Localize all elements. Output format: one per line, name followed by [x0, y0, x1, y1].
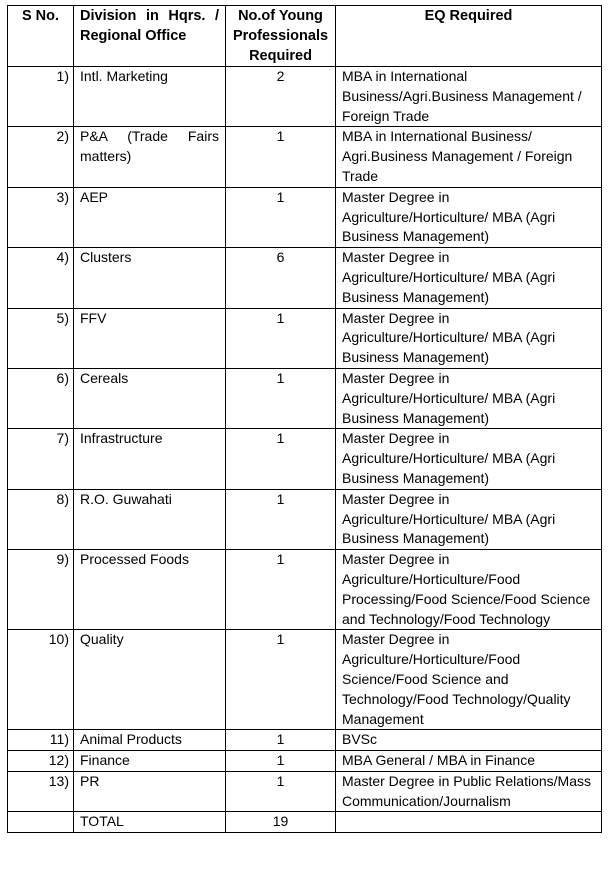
table-row	[8, 730, 602, 751]
row-division: FFV	[74, 308, 226, 368]
row-eq-required: Master Degree in Agriculture/Horticulture/Food Science/Food Science and Technology/Food Technology/Quality Management	[336, 630, 602, 730]
header-division: Division in Hqrs. / Regional Office	[74, 6, 226, 67]
row-division: Finance	[74, 751, 226, 772]
row-num-professionals: 1	[226, 751, 336, 772]
total-sno-cell	[8, 812, 74, 833]
table-row	[8, 308, 602, 368]
row-eq-required: MBA in International Business/ Agri.Business Management / Foreign Trade	[336, 127, 602, 187]
requirements-table	[7, 5, 602, 833]
header-row	[8, 6, 602, 67]
total-label: TOTAL	[74, 812, 226, 833]
row-division: P&A (Trade Fairs matters)	[74, 127, 226, 187]
row-division: R.O. Guwahati	[74, 489, 226, 549]
row-sno: 1)	[8, 67, 74, 127]
row-num-professionals: 1	[226, 187, 336, 247]
row-eq-required: Master Degree in Agriculture/Horticulture/ MBA (Agri Business Management)	[336, 429, 602, 489]
row-sno: 9)	[8, 550, 74, 630]
row-sno: 3)	[8, 187, 74, 247]
row-num-professionals: 1	[226, 730, 336, 751]
table-row	[8, 187, 602, 247]
row-sno: 2)	[8, 127, 74, 187]
header-eq-required: EQ Required	[336, 6, 602, 67]
row-num-professionals: 1	[226, 630, 336, 730]
row-sno: 12)	[8, 751, 74, 772]
table-row	[8, 368, 602, 428]
table-row	[8, 550, 602, 630]
row-eq-required: Master Degree in Agriculture/Horticulture/ MBA (Agri Business Management)	[336, 308, 602, 368]
row-num-professionals: 1	[226, 489, 336, 549]
total-eq-cell	[336, 812, 602, 833]
row-division: Quality	[74, 630, 226, 730]
table-row	[8, 489, 602, 549]
table-row	[8, 630, 602, 730]
row-sno: 8)	[8, 489, 74, 549]
row-sno: 5)	[8, 308, 74, 368]
row-division: Clusters	[74, 248, 226, 308]
row-eq-required: Master Degree in Agriculture/Horticulture/ MBA (Agri Business Management)	[336, 489, 602, 549]
row-division: Processed Foods	[74, 550, 226, 630]
row-eq-required: Master Degree in Public Relations/Mass Communication/Journalism	[336, 771, 602, 812]
row-eq-required: BVSc	[336, 730, 602, 751]
total-row	[8, 812, 602, 833]
row-eq-required: Master Degree in Agriculture/Horticulture/Food Processing/Food Science/Food Science and Technology/Food Technology	[336, 550, 602, 630]
row-division: Intl. Marketing	[74, 67, 226, 127]
row-division: AEP	[74, 187, 226, 247]
row-num-professionals: 1	[226, 308, 336, 368]
row-num-professionals: 6	[226, 248, 336, 308]
row-division: Cereals	[74, 368, 226, 428]
row-sno: 10)	[8, 630, 74, 730]
row-eq-required: Master Degree in Agriculture/Horticulture/ MBA (Agri Business Management)	[336, 368, 602, 428]
row-num-professionals: 1	[226, 429, 336, 489]
table-row	[8, 429, 602, 489]
table-row	[8, 127, 602, 187]
row-eq-required: Master Degree in Agriculture/Horticulture/ MBA (Agri Business Management)	[336, 187, 602, 247]
row-eq-required: MBA General / MBA in Finance	[336, 751, 602, 772]
row-sno: 6)	[8, 368, 74, 428]
row-eq-required: MBA in International Business/Agri.Business Management / Foreign Trade	[336, 67, 602, 127]
table-row	[8, 771, 602, 812]
total-value: 19	[226, 812, 336, 833]
header-num-professionals: No.of Young Professionals Required	[226, 6, 336, 67]
row-num-professionals: 2	[226, 67, 336, 127]
row-sno: 13)	[8, 771, 74, 812]
table-row	[8, 751, 602, 772]
row-sno: 4)	[8, 248, 74, 308]
row-num-professionals: 1	[226, 368, 336, 428]
table-row	[8, 248, 602, 308]
row-division: PR	[74, 771, 226, 812]
row-num-professionals: 1	[226, 550, 336, 630]
row-eq-required: Master Degree in Agriculture/Horticulture/ MBA (Agri Business Management)	[336, 248, 602, 308]
table-row	[8, 67, 602, 127]
row-division: Infrastructure	[74, 429, 226, 489]
row-sno: 7)	[8, 429, 74, 489]
row-num-professionals: 1	[226, 771, 336, 812]
row-division: Animal Products	[74, 730, 226, 751]
row-sno: 11)	[8, 730, 74, 751]
header-sno: S No.	[8, 6, 74, 67]
row-num-professionals: 1	[226, 127, 336, 187]
